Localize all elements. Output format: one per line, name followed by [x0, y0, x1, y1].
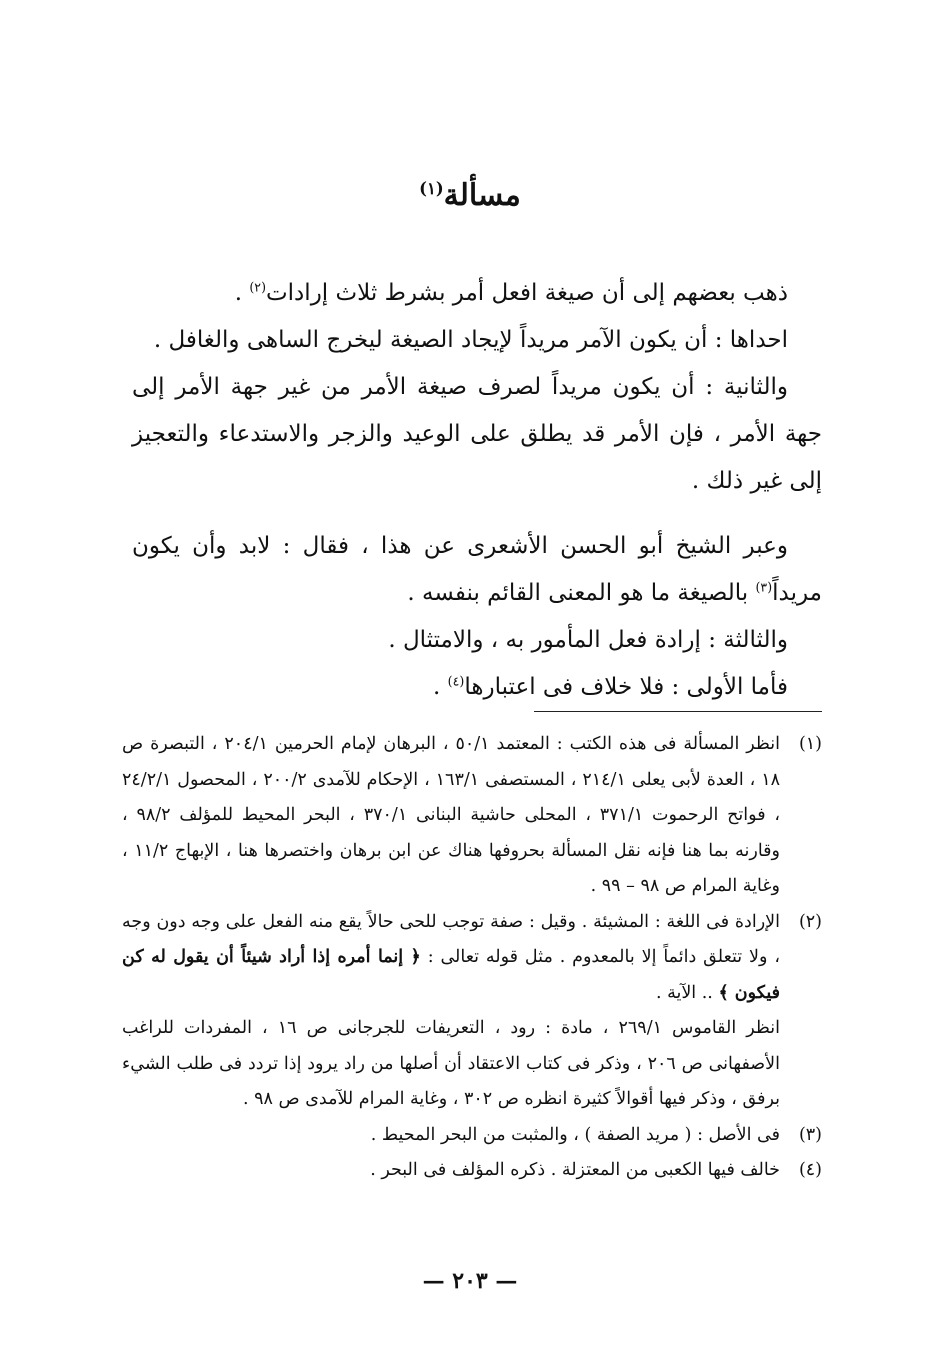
footnote-ref-1: (١)	[419, 179, 444, 198]
footnote-ref-4: (٤)	[447, 673, 465, 689]
paragraph-5: والثالثة : إرادة فعل المأمور به ، والامتثال .	[388, 627, 788, 653]
footnote-2-sources: انظر القاموس ٢٦٩/١ ، مادة : رود ، التعريفات للجرجانى ص ١٦ ، المفردات للراغب الأصفهانى ص ٢٠٦ ، وذكر فى كتاب الاعتقاد أن أصلها من راد يرود إذا تردد فى طلب الشيء برفق ، وذكر فيها أقوالاً كثيرة انظره ص ٣٠٢ ، وغاية المرام للآمدى ص ٩٨ .	[122, 1018, 780, 1109]
footnote-2-body	[122, 905, 780, 1118]
paragraph-6-text: فأما الأولى : فلا خلاف فى اعتبارها	[464, 674, 788, 700]
paragraph-4-text: وعبر الشيخ أبو الحسن الأشعرى عن هذا ، فقال : لابد وأن يكون مريداً	[132, 533, 822, 606]
footnote-1-text: انظر المسألة فى هذه الكتب : المعتمد ٥٠/١ ، البرهان لإمام الحرمين ٢٠٤/١ ، التبصرة ص ١٨ ، العدة لأبى يعلى ٢١٤/١ ، المستصفى ١٦٣/١ ، الإحكام للآمدى ٢٠٠/٢ ، المحصول ٢٤/٢/١ ، فواتح الرحموت ٣٧١/١ ، المحلى حاشية البنانى ٣٧٠/١ ، البحر المحيط للمؤلف ٩٨/٢ ، وقارنه بما هنا فإنه نقل المسألة بحروفها هناك عن ابن برهان واختصرها هنا ، الإبهاج ١١/٢ ، وغاية المرام ص ٩٨ – ٩٩ .	[122, 734, 780, 896]
page-number: — ٢٠٣ —	[422, 1268, 518, 1294]
footnote-ref-3: (٣)	[755, 579, 773, 595]
paragraph-gap	[132, 505, 822, 523]
paragraph-1-end: .	[234, 280, 250, 306]
paragraph-4	[132, 523, 822, 617]
footnote-3-text: فى الأصل : ( مريد الصفة ) ، والمثبت من البحر المحيط .	[370, 1124, 780, 1145]
main-text	[132, 270, 822, 711]
paragraph-1-text: ذهب بعضهم إلى أن صيغة افعل أمر بشرط ثلاث إرادات	[266, 280, 788, 306]
paragraph-6	[132, 664, 822, 711]
footnote-ref-2: (٢)	[249, 279, 267, 295]
footnote-2-definition	[122, 905, 780, 1012]
section-heading	[0, 178, 940, 213]
footnote-3	[122, 1118, 822, 1154]
footnote-4-text: خالف فيها الكعبى من المعتزلة . ذكره المؤلف فى البحر .	[370, 1160, 780, 1180]
paragraph-1	[132, 270, 822, 317]
footnote-1	[122, 727, 822, 905]
paragraph-2: احداها : أن يكون الآمر مريداً لإيجاد الصيغة ليخرج الساهى والغافل .	[153, 327, 788, 353]
footnotes	[122, 727, 822, 1189]
footnote-2-text-a: الإرادة فى اللغة : المشيئة . وقيل : صفة توجب للحى حالاً يقع منه الفعل على وجه دون وجه ، ولا تتعلق دائماً إلا بالمعدوم . مثل قوله تعالى :	[122, 911, 781, 967]
footnote-2-text-b: .. الآية .	[655, 982, 719, 1003]
heading-text: مسألة	[443, 178, 521, 213]
quran-quote: ﴿ إنما أمره إذا أراد شيئاً أن يقول له كن فيكون ﴾	[122, 947, 780, 1003]
footnote-2	[122, 905, 822, 1118]
footnote-3-number: (٣)	[798, 1124, 822, 1145]
footnote-4-number: (٤)	[798, 1160, 822, 1180]
footnote-2-number: (٢)	[798, 911, 822, 932]
paragraph-4-end: بالصيغة ما هو المعنى القائم بنفسه .	[407, 580, 756, 606]
footnote-4	[122, 1153, 822, 1189]
footnote-1-number: (١)	[798, 734, 822, 754]
footnote-separator	[534, 711, 822, 712]
paragraph-3: والثانية : أن يكون مريداً لصرف صيغة الأمر من غير جهة الأمر إلى جهة الأمر ، فإن الأمر قد يطلق على الوعيد والزجر والاستدعاء والتعجيز إلى غير ذلك .	[132, 374, 822, 494]
paragraph-6-end: .	[433, 674, 448, 700]
